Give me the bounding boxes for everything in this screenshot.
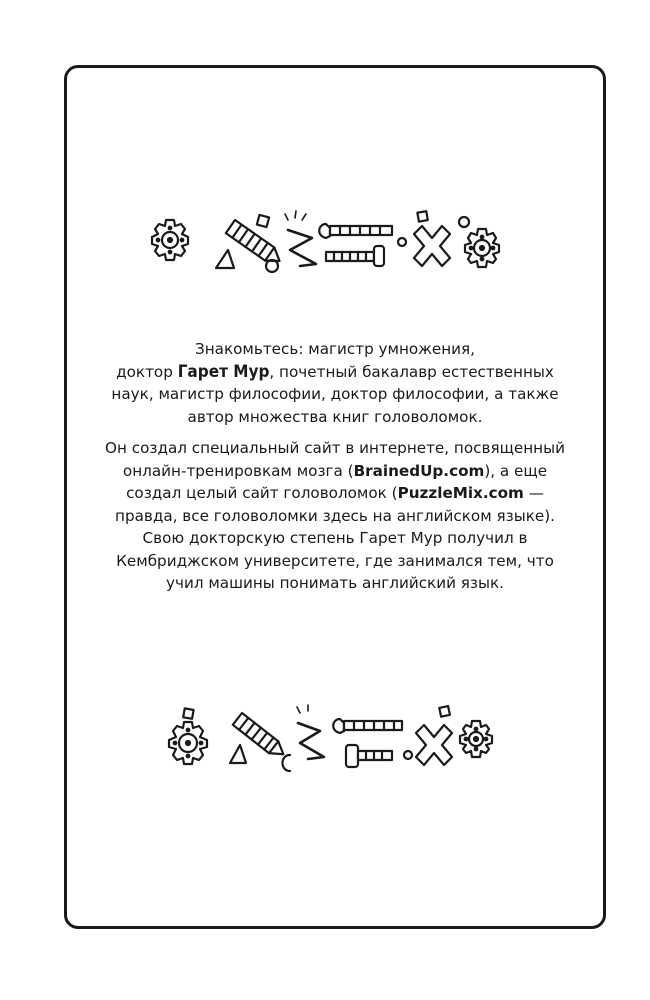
intro-line1: Знакомьтесь: магистр умножения, xyxy=(194,340,476,358)
triangle-icon xyxy=(230,745,246,763)
gear-icon xyxy=(465,229,499,267)
circle-icon xyxy=(398,238,406,246)
cross-icon xyxy=(416,725,452,765)
triangle-icon xyxy=(216,250,234,268)
intro-paragraph xyxy=(100,338,570,428)
square-icon xyxy=(183,708,193,718)
gear-icon xyxy=(460,721,492,757)
bio-part3: — правда, все головоломки здесь на английском языке). Свою докторскую степень Гарет Мур получил в Кембриджском университете, где занимался тем, что учил машины понимать английский язык. xyxy=(115,484,555,592)
ornament-top xyxy=(140,206,510,286)
lightning-icon xyxy=(298,723,324,759)
bio-part2: ), а еще создал целый сайт головоломок ( xyxy=(126,461,548,502)
site-link-puzzlemix: PuzzleMix.com xyxy=(397,484,524,502)
bio-part1: Он создал специальный сайт в интернете, посвященный онлайн-тренировкам мозга ( xyxy=(105,439,565,480)
square-icon xyxy=(417,211,427,221)
wrench-icon xyxy=(333,719,402,733)
lightning-icon xyxy=(288,230,316,266)
crescent-icon xyxy=(283,755,291,771)
wrench-icon xyxy=(319,224,392,238)
gear-icon xyxy=(169,722,207,764)
circle-icon xyxy=(459,217,469,227)
intro-prefix: доктор xyxy=(116,362,178,381)
gear-icon xyxy=(152,220,188,260)
author-bio xyxy=(100,338,570,604)
square-icon xyxy=(439,706,450,717)
pencil-icon xyxy=(233,713,288,761)
bolt-icon xyxy=(326,246,384,266)
site-link-brainedup: BrainedUp.com xyxy=(353,461,485,480)
author-name: Гарет Мур xyxy=(177,361,270,382)
cross-icon xyxy=(414,226,450,266)
bolt-icon xyxy=(346,745,392,767)
circle-icon xyxy=(404,751,412,759)
intro-rest: , почетный бакалавр естественных наук, магистр философии, доктор философии, а также автор множества книг головоломок. xyxy=(111,362,559,426)
ornament-bottom xyxy=(140,703,510,783)
bio-paragraph xyxy=(100,437,570,595)
square-icon xyxy=(257,215,269,227)
